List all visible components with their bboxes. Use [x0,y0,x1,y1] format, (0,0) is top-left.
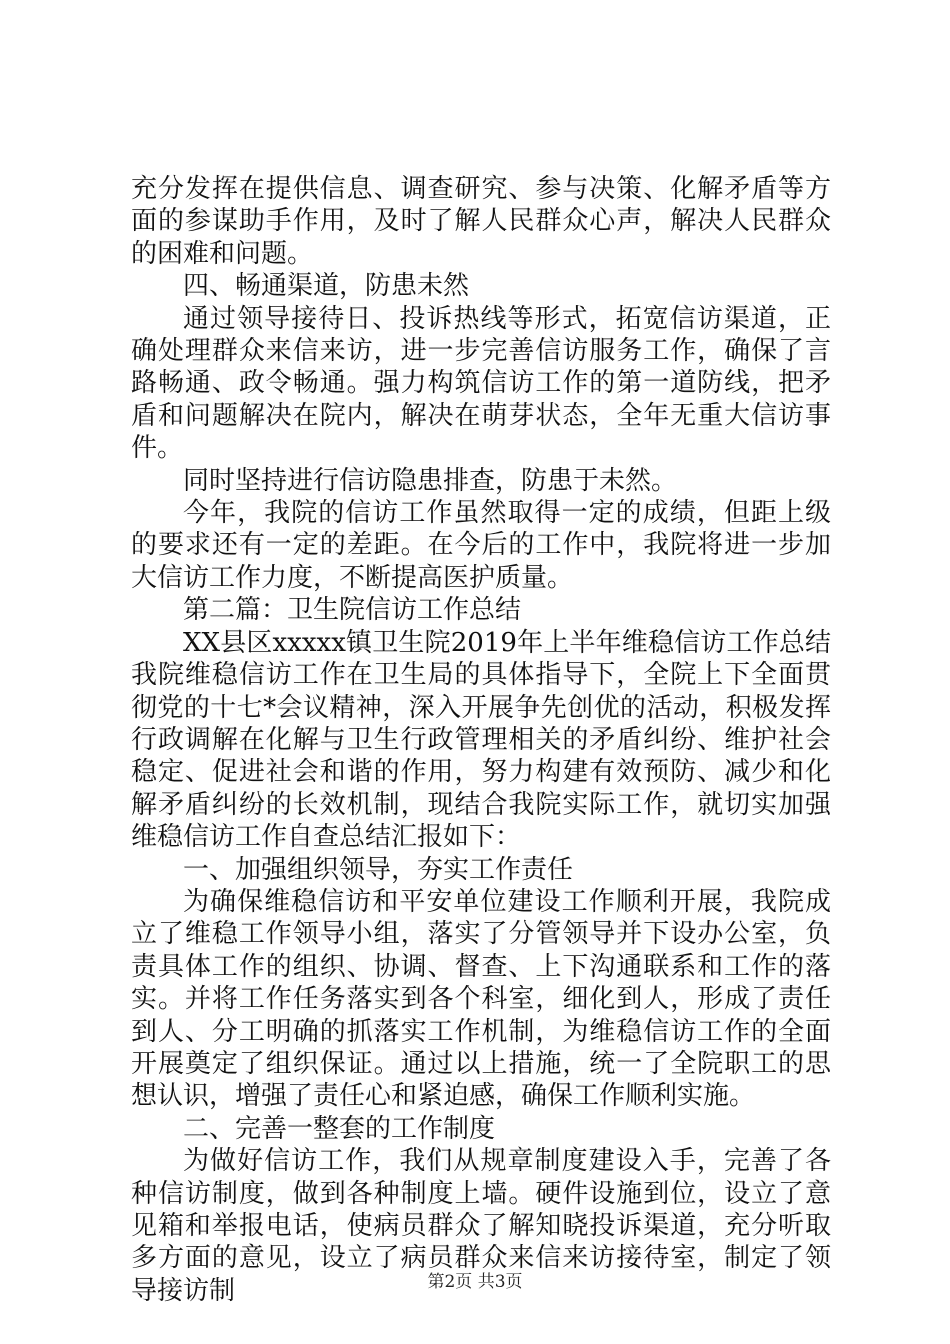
paragraph-6: 为确保维稳信访和平安单位建设工作顺利开展，我院成立了维稳工作领导小组，落实了分管领导并下设办公室，负责具体工作的组织、协调、督查、上下沟通联系和工作的落实。并将工作任务落实到各个科室，细化到人，形成了责任到人、分工明确的抓落实工作机制，为维稳信访工作的全面开展奠定了组织保证。通过以上措施，统一了全院职工的思想认识，增强了责任心和紧迫感，确保工作顺利实施。 [131,886,831,1112]
paragraph-7: 为做好信访工作，我们从规章制度建设入手，完善了各种信访制度，做到各种制度上墙。硬件设施到位，设立了意见箱和举报电话，使病员群众了解知晓投诉渠道，充分听取多方面的意见，设立了病员群众来信来访接待室，制定了领导接访制 [131,1146,831,1306]
paragraph-1: 充分发挥在提供信息、调查研究、参与决策、化解矛盾等方面的参谋助手作用，及时了解人民群众心声，解决人民群众的困难和问题。 [131,174,831,269]
heading-section-2: 二、完善一整套的工作制度 [183,1113,496,1144]
paragraph-2: 通过领导接待日、投诉热线等形式，拓宽信访渠道，正确处理群众来信来访，进一步完善信访服务工作，确保了言路畅通、政令畅通。强力构筑信访工作的第一道防线，把矛盾和问题解决在院内，解决在萌芽状态，全年无重大信访事件。 [131,303,831,464]
paragraph-3: 同时坚持进行信访隐患排查，防患于未然。 [183,465,678,496]
page-number-footer: 第2页 共3页 [427,1272,523,1292]
heading-section-1: 一、加强组织领导，夯实工作责任 [183,854,574,885]
paragraph-5: XX县区xxxxx镇卫生院2019年上半年维稳信访工作总结我院维稳信访工作在卫生局的具体指导下，全院上下全面贯彻党的十七*会议精神，深入开展争先创优的活动，积极发挥行政调解在化解与卫生行政管理相关的矛盾纠纷、维护社会稳定、促进社会和谐的作用，努力构建有效预防、减少和化解矛盾纠纷的长效机制，现结合我院实际工作，就切实加强维稳信访工作自查总结汇报如下： [131,627,831,853]
document-body [131,173,831,1307]
paragraph-4: 今年，我院的信访工作虽然取得一定的成绩，但距上级的要求还有一定的差距。在今后的工作中，我院将进一步加大信访工作力度，不断提高医护质量。 [131,498,831,593]
heading-section-4: 四、畅通渠道，防患未然 [183,271,470,302]
heading-chapter-2: 第二篇：卫生院信访工作总结 [183,595,522,626]
